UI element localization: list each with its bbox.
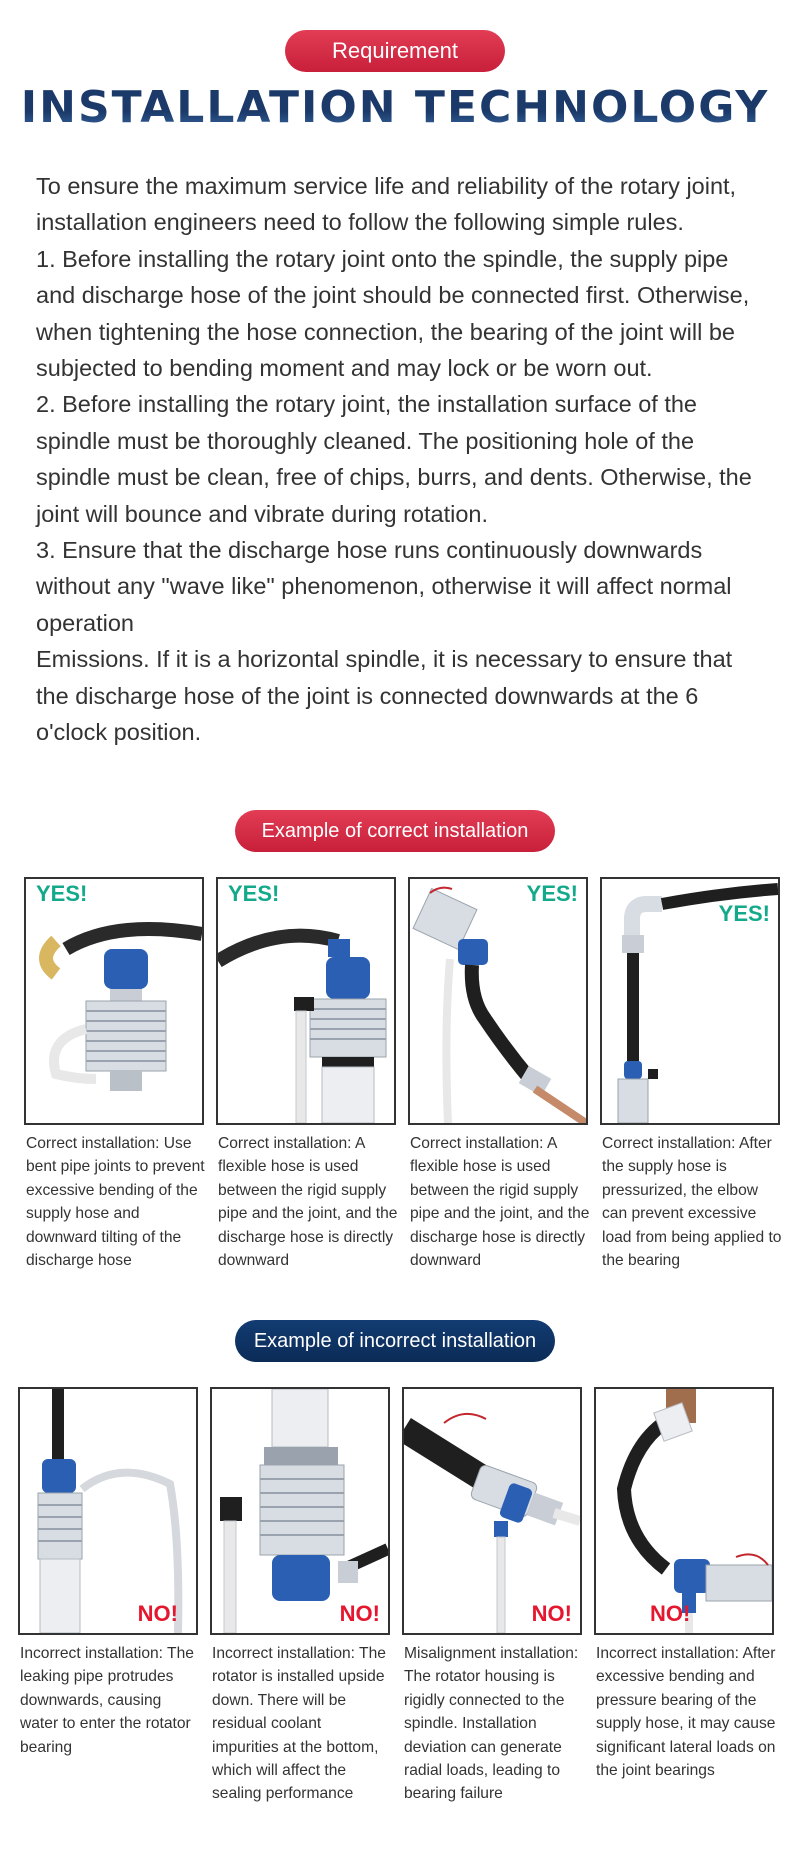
rotary-joint-illustration <box>218 879 394 1123</box>
incorrect-photo-1 <box>18 1387 198 1635</box>
correct-photo-3 <box>408 877 588 1125</box>
no-badge: NO! <box>339 1601 380 1626</box>
no-badge: NO! <box>137 1601 178 1626</box>
incorrect-caption-4: Incorrect installation: After excessive bending and pressure bearing of the supply hose, it may cause significant lateral loads on the joint bearings <box>596 1645 776 1780</box>
rule-2: 2. Before installing the rotary joint, the installation surface of the spindle must be thoroughly cleaned. The positioning hole of the spindle must be clean, free of chips, burrs, and dents. Otherwise, the joint will bounce and vibrate during rotation. <box>36 391 752 527</box>
no-badge: NO! <box>650 1601 691 1626</box>
incorrect-photo-2 <box>210 1387 390 1635</box>
requirement-badge: Requirement <box>285 30 505 72</box>
incorrect-installation-heading: Example of incorrect installation <box>235 1320 555 1362</box>
correct-installation-heading: Example of correct installation <box>235 810 555 852</box>
intro-text <box>36 168 766 751</box>
incorrect-photo-3 <box>402 1387 582 1635</box>
yes-badge: YES! <box>718 901 770 926</box>
rule-1: 1. Before installing the rotary joint onto the spindle, the supply pipe and discharge hose of the joint should be connected first. Otherwise, when tightening the hose connection, the bearing of the joint will be subjected to bending moment and may lock or be worn out. <box>36 245 750 382</box>
incorrect-caption-2: Incorrect installation: The rotator is installed upside down. There will be residual coolant impurities at the bottom, which will affect the sealing performance <box>212 1645 386 1803</box>
page-title: INSTALLATION TECHNOLOGY <box>0 82 790 133</box>
incorrect-photo-4 <box>594 1387 774 1635</box>
rotary-joint-illustration <box>20 1389 196 1633</box>
rotary-joint-illustration <box>596 1389 772 1633</box>
rule-3-continued: Emissions. If it is a horizontal spindle, it is necessary to ensure that the discharge hose of the joint is connected downwards at the 6 o'clock position. <box>36 646 733 746</box>
rotary-joint-illustration <box>410 879 586 1123</box>
correct-photo-2 <box>216 877 396 1125</box>
correct-caption-4: Correct installation: After the supply hose is pressurized, the elbow can prevent excessive load from being applied to the bearing <box>602 1135 782 1270</box>
yes-badge: YES! <box>228 881 280 906</box>
correct-photo-4 <box>600 877 780 1125</box>
yes-badge: YES! <box>526 881 578 906</box>
intro-paragraph: To ensure the maximum service life and reliability of the rotary joint, installation engineers need to follow the following simple rules. <box>36 173 737 236</box>
correct-caption-2: Correct installation: A flexible hose is used between the rigid supply pipe and the joint, and the discharge hose is directly downward <box>218 1135 398 1270</box>
correct-photo-1 <box>24 877 204 1125</box>
correct-caption-1: Correct installation: Use bent pipe joints to prevent excessive bending of the supply hose and downward tilting of the discharge hose <box>26 1135 205 1270</box>
rotary-joint-illustration <box>404 1389 580 1633</box>
yes-badge: YES! <box>36 881 88 906</box>
no-badge: NO! <box>531 1601 572 1626</box>
rotary-joint-illustration <box>26 879 202 1123</box>
incorrect-caption-3: Misalignment installation: The rotator housing is rigidly connected to the spindle. Installation deviation can generate radial loads, leading to bearing failure <box>404 1645 579 1803</box>
incorrect-caption-1: Incorrect installation: The leaking pipe protrudes downwards, causing water to enter the rotator bearing <box>20 1645 194 1756</box>
correct-caption-3: Correct installation: A flexible hose is used between the rigid supply pipe and the joint, and the discharge hose is directly downward <box>410 1135 590 1270</box>
rule-3: 3. Ensure that the discharge hose runs continuously downwards without any "wave like" phenomenon, otherwise it will affect normal operation <box>36 537 732 636</box>
rotary-joint-illustration <box>212 1389 388 1633</box>
